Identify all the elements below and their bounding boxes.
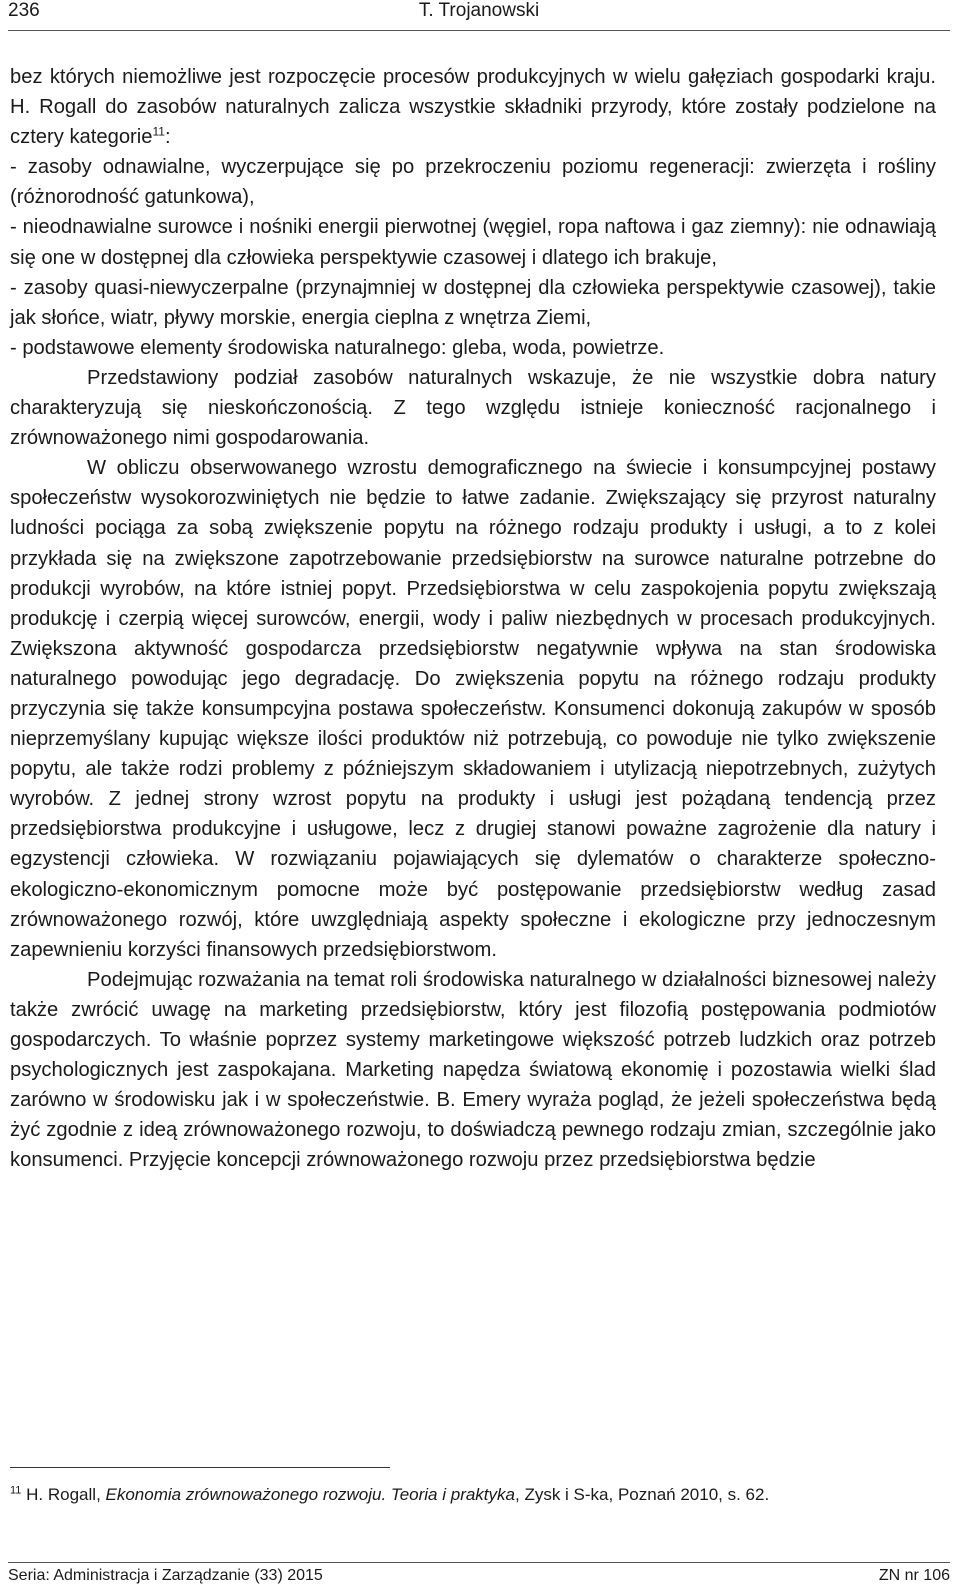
footer-rule [8, 1562, 950, 1563]
paragraph-1-tail: : [164, 126, 171, 149]
main-text [10, 62, 936, 1175]
footnote-rule [10, 1467, 390, 1468]
running-head-author: T. Trojanowski [418, 0, 540, 21]
page-number: 236 [8, 0, 40, 21]
paragraph-3: W obliczu obserwowanego wzrostu demograficznego na świecie i konsumpcyjnej postawy społeczeństw wysokorozwiniętych nie będzie to łatwe zadanie. Zwiększający się przyrost naturalny ludności pociąga za sobą zwiększenie popytu na różnego rodzaju produkty i usługi, a to z kolei przykłada się na zwiększone zapotrzebowanie przedsiębiorstw na surowce naturalne potrzebne do produkcji wyrobów, na które istniej popyt. Przedsiębiorstwa w celu zaspokojenia popytu zwiększają produkcję i czerpią więcej surowców, energii, wody i paliw niezbędnych w procesach produkcyjnych. Zwiększona aktywność gospodarcza przedsiębiorstw negatywnie wpływa na stan środowiska naturalnego powodując jego degradację. Do zwiększenia popytu na różnego rodzaju produkty przyczynia się także konsumpcyjna postawa społeczeństw. Konsumenci dokonują zakupów w sposób nieprzemyślany kupując większe ilości produktów niż potrzebują, co powoduje nie tylko zwiększenie popytu, ale także rodzi problemy z późniejszym składowaniem i utylizacją niepotrzebnych, zużytych wyrobów. Z jednej strony wzrost popytu na produkty i usługi jest pożądaną tendencją przez przedsiębiorstwa produkcyjne i usługowe, lecz z drugiej stanowi poważne zagrożenie dla natury i egzystencji człowieka. W rozwiązaniu pojawiających się dylematów o charakterze społeczno-ekologiczno-ekonomicznym pomocne może być postępowanie przedsiębiorstw według zasad zrównoważonego rozwój, które uwzględniają aspekty społeczne i ekologiczne przy jednoczesnym zapewnieniu korzyści finansowych przedsiębiorstwom. [10, 457, 936, 961]
footnote-number: 11 [10, 1484, 22, 1497]
list-item: - zasoby quasi-niewyczerpalne (przynajmniej w dostępnej dla człowieka perspektywie czasowej), takie jak słońce, wiatr, pływy morskie, energia cieplna z wnętrza Ziemi, [10, 276, 936, 329]
list-item: - nieodnawialne surowce i nośniki energii pierwotnej (węgiel, ropa naftowa i gaz ziemny): nie odnawiają się one w dostępnej dla człowieka perspektywie czasowej i dlatego ich brakuje, [10, 216, 936, 269]
page-header [8, 0, 950, 28]
footer-series: Seria: Administracja i Zarządzanie (33) 2015 [8, 1567, 323, 1584]
list-item: - zasoby odnawialne, wyczerpujące się po przekroczeniu poziomu regeneracji: zwierzęta i rośliny (różnorodność gatunkowa), [10, 156, 936, 209]
paragraph-4: Podejmując rozważania na temat roli środowiska naturalnego w działalności biznesowej należy także zwrócić uwagę na marketing przedsiębiorstw, który jest filozofią postępowania podmiotów gospodarczych. To właśnie poprzez systemy marketingowe większość potrzeb ludzkich oraz potrzeb psychologicznych jest zaspokajana. Marketing napędza światową ekonomię i pozostawia wielki ślad zarówno w środowisku jak i w społeczeństwie. B. Emery wyraża pogląd, że jeżeli społeczeństwa będą żyć zgodnie z ideą zrównoważonego rozwoju, to doświadczą pewnego rodzaju zmian, szczególnie jako konsumenci. Przyjęcie koncepcji zrównoważonego rozwoju przez przedsiębiorstwa będzie [10, 968, 936, 1172]
paragraph-1-text: bez których niemożliwe jest rozpoczęcie procesów produkcyjnych w wielu gałęziach gospodarki kraju. H. Rogall do zasobów naturalnych zalicza wszystkie składniki przyrody, które zostały podzielone na cztery kategorie [10, 66, 936, 149]
paragraph-1 [10, 62, 936, 152]
footnote-title: Ekonomia zrównoważonego rozwoju. Teoria i praktyka [105, 1485, 515, 1504]
page-footer [8, 1567, 950, 1591]
header-rule [8, 30, 950, 31]
footnote-rest: , Zysk i S-ka, Poznań 2010, s. 62. [515, 1485, 770, 1504]
paragraph-2: Przedstawiony podział zasobów naturalnych wskazuje, że nie wszystkie dobra natury charakteryzują się nieskończonością. Z tego względu istnieje konieczność racjonalnego i zrównoważonego nimi gospodarowania. [10, 366, 936, 450]
footer-issue: ZN nr 106 [878, 1567, 950, 1584]
footnote [10, 1484, 936, 1506]
footnote-author: H. Rogall, [21, 1485, 106, 1504]
list-item: - podstawowe elementy środowiska naturalnego: gleba, woda, powietrze. [10, 336, 665, 359]
footnote-ref: 11 [152, 124, 165, 139]
